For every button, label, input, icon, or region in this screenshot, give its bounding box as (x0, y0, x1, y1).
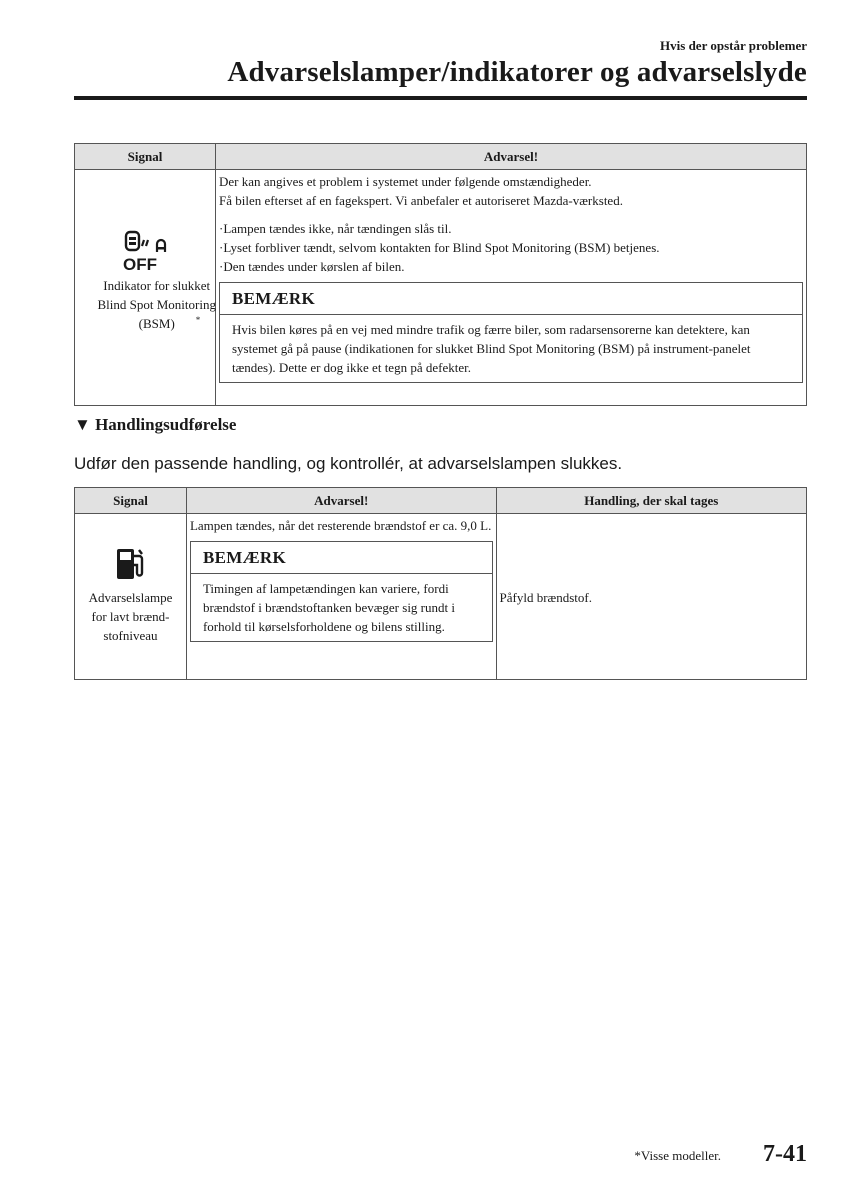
bullet-item: ·Den tændes under kørslen af bilen. (218, 259, 405, 274)
col-header-action: Handling, der skal tages (496, 488, 806, 514)
table-row (75, 514, 807, 680)
section-heading (74, 415, 236, 435)
note-title: BEMÆRK (191, 542, 492, 574)
fuel-pump-icon (112, 546, 148, 582)
table-header-row (75, 144, 807, 170)
col-header-warning: Advarsel! (215, 144, 806, 170)
col-header-warning: Advarsel! (186, 488, 496, 514)
action-text: Påfyld brændstof. (499, 590, 592, 605)
fuel-warning-table (74, 487, 807, 680)
bsm-warning-table (74, 143, 807, 406)
col-header-signal: Signal (75, 488, 187, 514)
signal-label: Indikator for slukket Blind Spot Monitoring (BSM) (97, 278, 216, 331)
warning-text: Lampen tændes, når det resterende brændstof er ca. 9,0 L. (189, 518, 492, 533)
warning-cell (186, 514, 496, 680)
col-header-signal: Signal (75, 144, 216, 170)
note-box (219, 282, 803, 383)
table-row (75, 170, 807, 406)
section-heading-text: Handlingsudførelse (95, 415, 237, 434)
section-label: Hvis der opstår problemer (660, 38, 807, 53)
title-divider (74, 96, 807, 100)
signal-label: Advarselslampe for lavt brænd-stofniveau (88, 590, 173, 643)
warning-cell (215, 170, 806, 406)
note-title: BEMÆRK (220, 283, 802, 315)
table-header-row (75, 488, 807, 514)
intro-line: Få bilen efterset af en fagekspert. Vi anbefaler et autoriseret Mazda-værksted. (218, 193, 623, 208)
action-cell (496, 514, 806, 680)
intro-line: Der kan angives et problem i systemet under følgende omstændigheder. (218, 174, 592, 189)
bullet-item: ·Lyset forbliver tændt, selvom kontakten for Blind Spot Monitoring (BSM) betjenes. (218, 240, 660, 255)
note-box (190, 541, 493, 642)
page-title: Advarselslamper/indikatorer og advarselslyde (227, 56, 807, 88)
footnote: *Visse modeller. (634, 1148, 721, 1163)
note-text: Hvis bilen køres på en vej med mindre trafik og færre biler, som radarsensorerne kan detektere, kan systemet gå på pause (indikationen for slukket Blind Spot Monitoring (BSM) på instrument-panelet tændes). Dette er dog ikke et tegn på defekter. (231, 322, 751, 375)
signal-cell (75, 514, 187, 680)
section-intro: Udfør den passende handling, og kontrollér, at advarselslampen slukkes. (74, 454, 623, 473)
triangle-down-icon: ▼ (74, 415, 91, 434)
signal-cell (75, 170, 216, 406)
page-number: 7-41 (763, 1141, 807, 1167)
off-text: OFF (122, 255, 157, 274)
note-text: Timingen af lampetændingen kan variere, fordi brændstof i brændstoftanken bevæger sig rundt i forhold til kørselsforholdene og bilens stilling. (202, 581, 455, 634)
bsm-off-icon (117, 228, 173, 276)
bullet-item: ·Lampen tændes ikke, når tændingen slås til. (218, 221, 452, 236)
footnote-mark: * (195, 314, 201, 325)
